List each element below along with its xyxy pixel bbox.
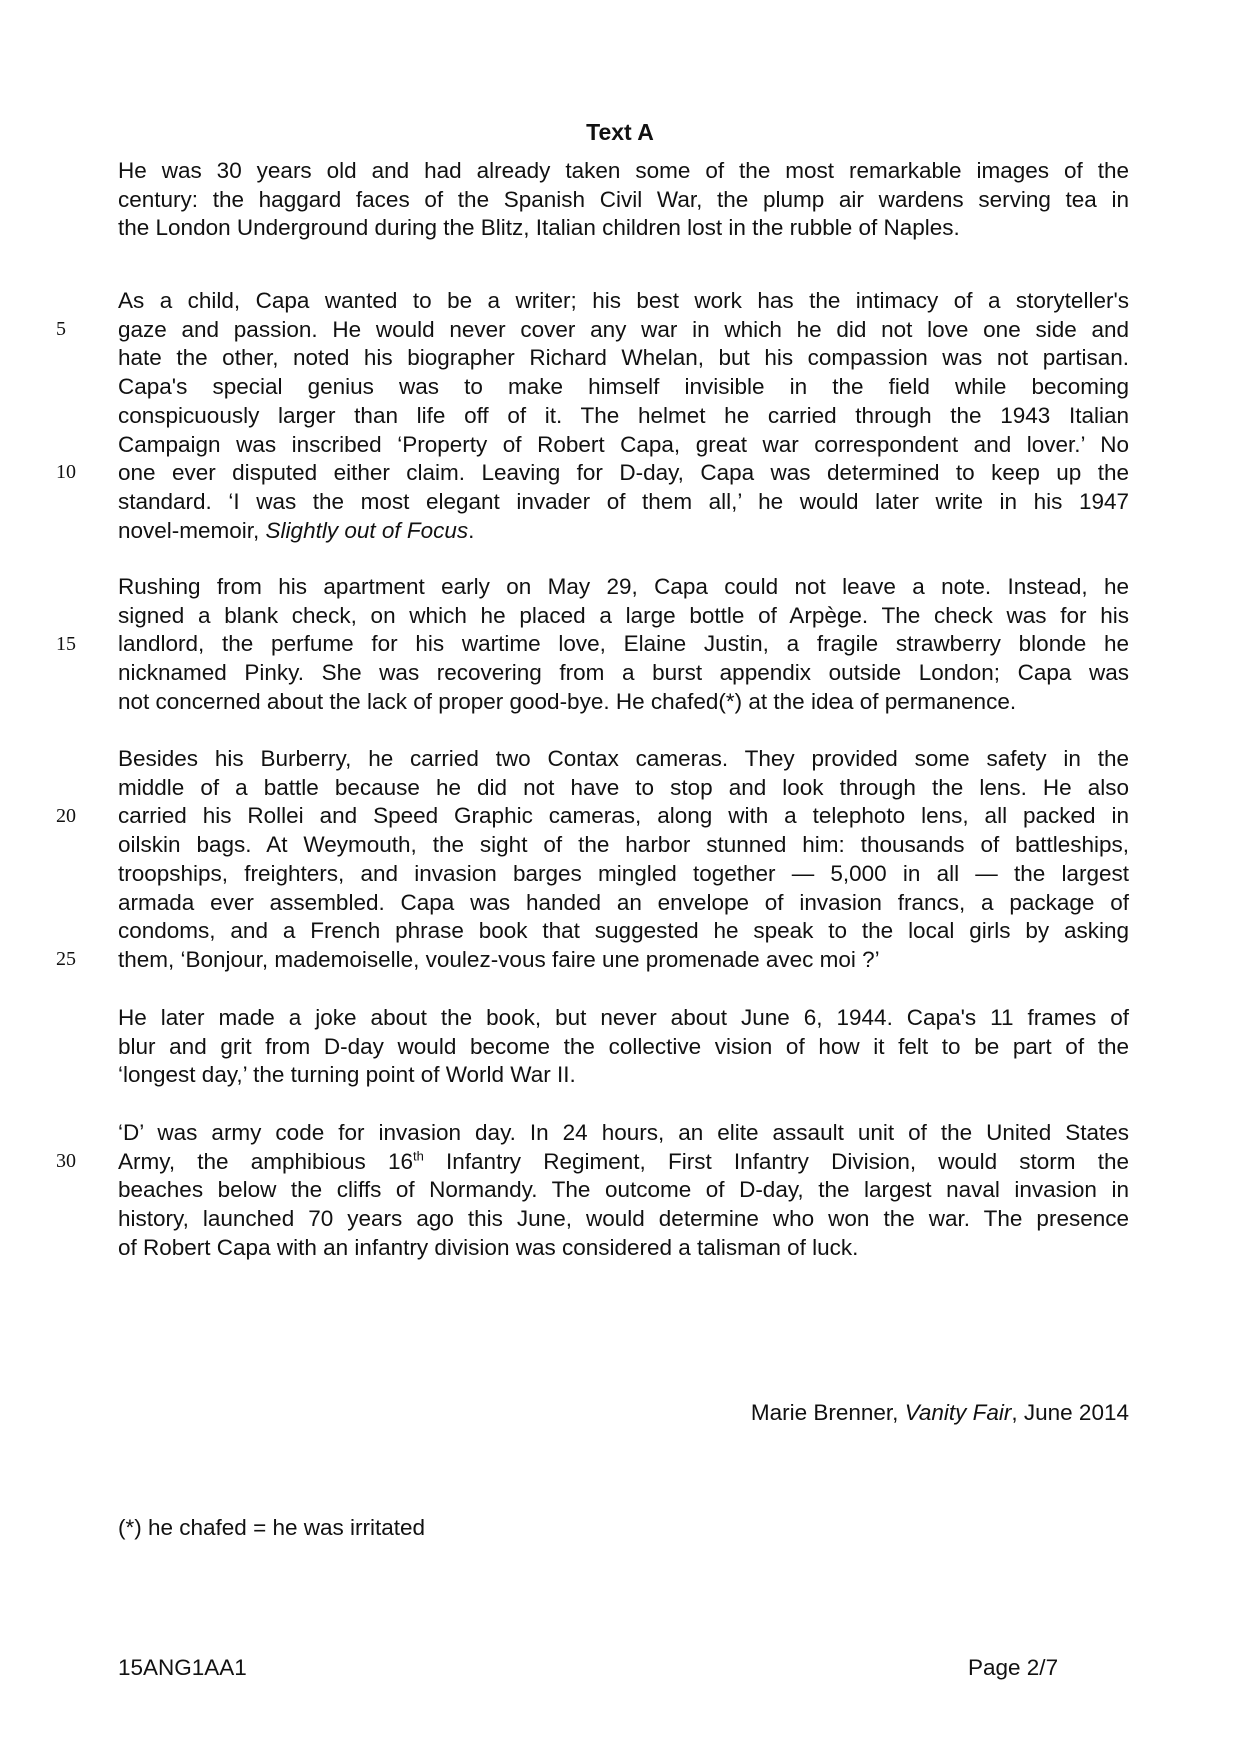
author: Marie Brenner, <box>750 1400 905 1425</box>
text-line: condoms, and a French phrase book that suggested he speak to the local girls by asking <box>118 918 1129 944</box>
text-line: signed a blank check, on which he placed a large bottle of Arpège. The check was for his <box>118 602 1129 628</box>
text-line: standard. ‘I was the most elegant invader of them all,’ he would later write in his 1947 <box>118 488 1129 514</box>
text-line: one ever disputed either claim. Leaving for D-day, Capa was determined to keep up the <box>118 460 1129 486</box>
text-line: Besides his Burberry, he carried two Contax cameras. They provided some safety in the <box>118 746 1129 771</box>
line-number: 10 <box>56 461 76 483</box>
text-line: century: the haggard faces of the Spanish Civil War, the plump air wardens serving tea in <box>118 186 1129 212</box>
text-line: gaze and passion. He would never cover any war in which he did not love one side and <box>118 316 1129 342</box>
publication: Vanity Fair <box>904 1400 1012 1425</box>
text-line: not concerned about the lack of proper good-bye. He chafed(*) at the idea of permanence. <box>118 688 1017 714</box>
text-line: blur and grit from D-day would become the collective vision of how it felt to be part of the <box>118 1033 1129 1059</box>
text-line: landlord, the perfume for his wartime love, Elaine Justin, a fragile strawberry blonde he <box>118 631 1129 657</box>
paragraph-5 <box>118 1004 1129 1090</box>
text-line: hate the other, noted his biographer Richard Whelan, but his compassion was not partisan. <box>118 345 1129 371</box>
text-fragment: . <box>468 517 475 543</box>
text-line: As a child, Capa wanted to be a writer; his best work has the intimacy of a storyteller's <box>118 288 1129 313</box>
page-title: Text A <box>586 119 654 145</box>
paragraph-4 <box>118 745 1129 975</box>
line-number: 15 <box>56 633 76 655</box>
line-number: 30 <box>56 1150 76 1172</box>
text-line: ‘D’ was army code for invasion day. In 24 hours, an elite assault unit of the United States <box>118 1120 1129 1145</box>
text-line: them, ‘Bonjour, mademoiselle, voulez-vous faire une promenade avec moi ?’ <box>118 946 880 972</box>
text-line: of Robert Capa with an infantry division was considered a talisman of luck. <box>118 1234 859 1260</box>
exam-code: 15ANG1AA1 <box>118 1655 247 1680</box>
text-line: history, launched 70 years ago this June, would determine who won the war. The presence <box>118 1206 1129 1232</box>
text-line: ‘longest day,’ the turning point of World War II. <box>118 1062 576 1088</box>
text-line: Campaign was inscribed ‘Property of Robert Capa, great war correspondent and lover.’ No <box>118 431 1129 457</box>
paragraph-3 <box>118 573 1129 717</box>
text-line: Rushing from his apartment early on May 29, Capa could not leave a note. Instead, he <box>118 574 1129 599</box>
text-line: nicknamed Pinky. She was recovering from a burst appendix outside London; Capa was <box>118 660 1129 686</box>
ordinal-suffix: th <box>413 1148 424 1164</box>
text-line: He later made a joke about the book, but never about June 6, 1944. Capa's 11 frames of <box>118 1005 1129 1030</box>
text-line: armada ever assembled. Capa was handed an envelope of invasion francs, a package of <box>118 889 1129 915</box>
paragraph-2 <box>118 287 1129 545</box>
text-line: conspicuously larger than life off of it. The helmet he carried through the 1943 Italian <box>118 402 1129 428</box>
text-line <box>118 1148 1129 1177</box>
text-line: carried his Rollei and Speed Graphic cameras, along with a telephoto lens, all packed in <box>118 803 1129 829</box>
publication-date: , June 2014 <box>1011 1400 1129 1425</box>
line-number: 20 <box>56 805 76 827</box>
line-number: 25 <box>56 948 76 970</box>
text-line: He was 30 years old and had already taken some of the most remarkable images of the <box>118 158 1129 183</box>
text-line: middle of a battle because he did not have to stop and look through the lens. He also <box>118 774 1129 800</box>
text-line: oilskin bags. At Weymouth, the sight of the harbor stunned him: thousands of battleships, <box>118 832 1129 858</box>
source-attribution <box>751 1400 1129 1426</box>
text-line: Capa's special genius was to make himself invisible in the field while becoming <box>118 374 1129 400</box>
text-fragment: Army, the amphibious 16 <box>118 1148 413 1174</box>
footnote: (*) he chafed = he was irritated <box>118 1515 426 1540</box>
line-number: 5 <box>56 318 66 340</box>
text-fragment: novel-memoir, <box>118 517 266 543</box>
text-line: the London Underground during the Blitz, Italian children lost in the rubble of Naples. <box>118 215 960 241</box>
paragraph-1 <box>118 157 1129 243</box>
page-number: Page 2/7 <box>968 1655 1059 1680</box>
text-fragment: Infantry Regiment, First Infantry Division, would storm the <box>423 1148 1129 1174</box>
text-line: beaches below the cliffs of Normandy. The outcome of D-day, the largest naval invasion in <box>118 1177 1129 1203</box>
book-title: Slightly out of Focus <box>265 517 469 543</box>
paragraph-6 <box>118 1119 1129 1263</box>
text-line: troopships, freighters, and invasion barges mingled together — 5,000 in all — the largest <box>118 860 1129 886</box>
text-line <box>118 517 1129 546</box>
